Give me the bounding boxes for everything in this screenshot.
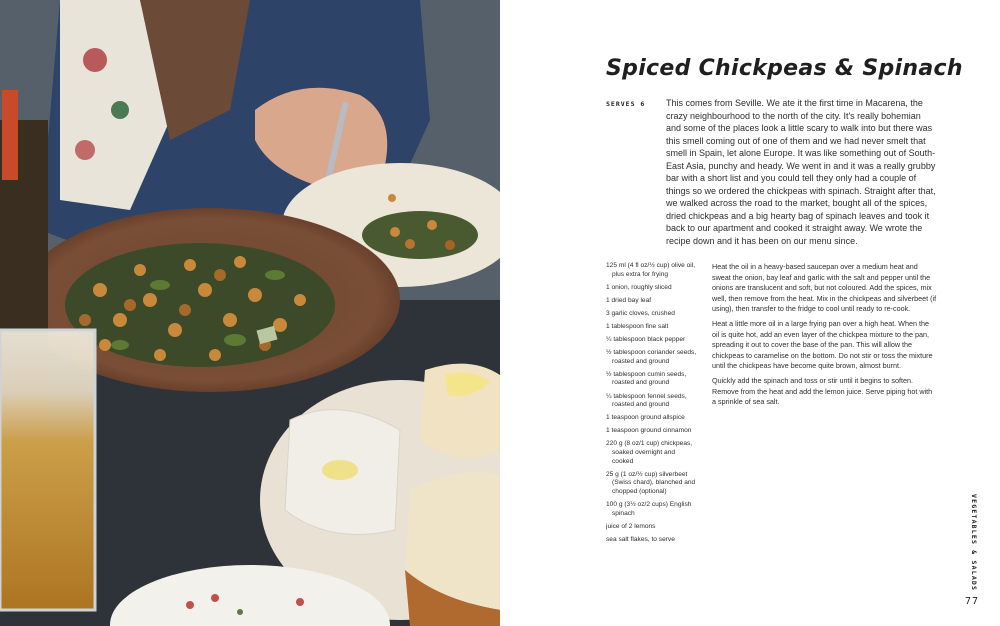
ingredient-item: ¼ tablespoon black pepper [606, 336, 686, 344]
ingredient-item: 1 teaspoon ground cinnamon [606, 427, 692, 435]
recipe-page [500, 0, 1000, 626]
ingredient-item: 25 g (1 oz/½ cup) silverbeet (Swiss chard), blanched and chopped (optional) [606, 470, 696, 495]
recipe-intro: This comes from Seville. We ate it the first time in Macarena, the crazy neighbourhood to the north of the city. It's really bohemian and some of the places look a little scary to walk into but there was this smell coming out of one of them and we had never smelt that smell in Spain, let alone Europe. It was like something out of South-East Asia, punchy and heady. We went in and it was a really grubby bar with a short list and you could tell they only had a couple of things so we ordered the chickpeas with spinach. Straight after that, we walked across the road to the market, bought all of the spices, dried chickpeas and a big hearty bag of spinach leaves and took it back to our apartment and cooked it straight away. We wrote the recipe down and it has been on our menu since. [666, 98, 936, 246]
ingredient-item: 1 teaspoon ground allspice [606, 414, 685, 422]
ingredient-item: sea salt flakes, to serve [606, 535, 675, 543]
ingredient-item: 220 g (8 oz/1 cup) chickpeas, soaked overnight and cooked [606, 440, 693, 465]
method-step: Heat the oil in a heavy-based saucepan over a medium heat and sweat the onion, bay leaf and garlic with the salt and pepper until the onions are translucent and soft, but not coloured. Add the spices, mix well, then remove from the heat. Mix in the chickpeas and silverbeet (if using), then transfer to the fridge to cool until ready to re-cook. [712, 262, 937, 314]
ingredient-item: juice of 2 lemons [606, 522, 656, 530]
recipe-title: Spiced Chickpeas & Spinach [606, 56, 963, 81]
ingredient-item: ¼ tablespoon fennel seeds, roasted and ground [606, 392, 687, 409]
method-step: Quickly add the spinach and toss or stir until it begins to soften. Remove from the heat and add the lemon juice. Serve piping hot with a sprinkle of sea salt. [712, 375, 933, 407]
method-step: Heat a little more oil in a large frying pan over a high heat. When the oil is quite hot, add an even layer of the chickpea mixture to the pan, spreading it out to cover the base of the pan. This will allow the chickpeas to caramelise on the bottom. Do not stir or toss the mixture until the chickpeas have become quite brown, almost burnt. [712, 318, 933, 371]
ingredient-item: 1 dried bay leaf [606, 296, 652, 304]
ingredient-item: ½ tablespoon cumin seeds, roasted and ground [606, 370, 687, 387]
ingredient-item: 1 tablespoon fine salt [606, 322, 669, 330]
ingredient-item: 100 g (3½ oz/2 cups) English spinach [606, 500, 692, 517]
ingredient-list [606, 262, 698, 549]
ingredient-item: 125 ml (4 fl oz/½ cup) olive oil, plus extra for frying [606, 262, 696, 278]
ingredient-item: 3 garlic cloves, crushed [606, 309, 675, 317]
ingredient-item: 1 onion, roughly sliced [606, 283, 672, 291]
page-number: 77 [965, 596, 980, 607]
serves-label: SERVES 6 [606, 100, 646, 108]
method-steps [712, 262, 937, 412]
section-label: VEGETABLES & SALADS [970, 494, 978, 592]
ingredient-item: ½ tablespoon coriander seeds, roasted and ground [606, 349, 697, 365]
